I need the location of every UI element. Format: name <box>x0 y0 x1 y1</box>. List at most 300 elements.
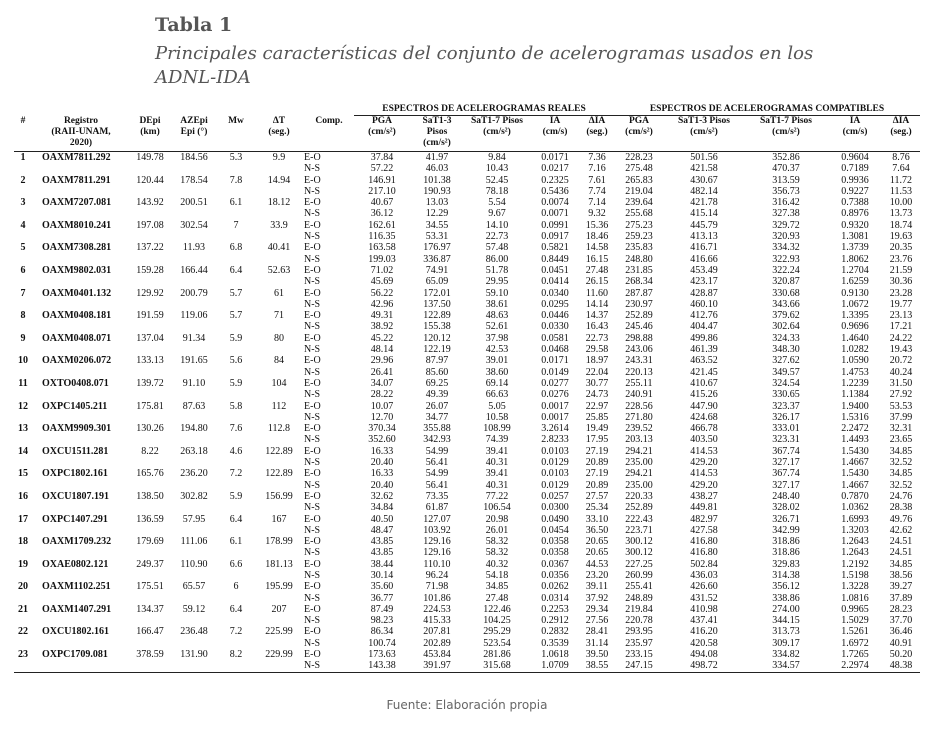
ia-real-cell: 0.0129 <box>541 457 569 469</box>
ia-real-cell: 0.0277 <box>541 377 569 389</box>
registro-cell: OXCU1511.281 <box>42 445 109 457</box>
dia-compat-cell: 40.24 <box>889 366 913 378</box>
dia-real-cell: 22.73 <box>585 332 609 344</box>
azepi-cell <box>170 412 218 423</box>
table-row <box>14 163 920 174</box>
pga-compat-cell: 265.83 <box>625 174 653 186</box>
mw-cell: 5.9 <box>229 377 243 389</box>
sa7-real-cell: 40.32 <box>485 558 509 570</box>
mw-cell <box>218 434 254 445</box>
sa7-compat-cell: 327.62 <box>772 355 800 367</box>
pga-compat-cell: 248.89 <box>625 592 653 604</box>
dia-real-cell: 38.55 <box>580 660 614 672</box>
sa3-real-cell: 355.88 <box>423 423 451 435</box>
ia-real-cell: 0.0917 <box>541 231 569 243</box>
pga-compat-cell: 203.13 <box>625 434 653 446</box>
sa7-real-cell: 66.63 <box>485 389 509 401</box>
table-row <box>14 581 920 592</box>
pga-compat-cell: 231.85 <box>625 264 653 276</box>
azepi-cell: 65.57 <box>182 581 206 593</box>
comp-cell: E-O <box>304 468 321 480</box>
azepi-cell <box>170 344 218 355</box>
row-number: 15 <box>18 468 28 480</box>
mw-cell <box>218 615 254 626</box>
pga-compat-cell: 243.31 <box>625 355 653 367</box>
pga-real-cell: 20.40 <box>370 479 394 491</box>
row-number <box>14 321 32 332</box>
ia-real-cell: 0.5436 <box>541 185 569 197</box>
sa7-real-cell: 5.05 <box>488 400 506 412</box>
table-row <box>14 491 920 502</box>
dia-compat-cell: 20.72 <box>889 355 913 367</box>
comp-cell: E-O <box>304 626 321 638</box>
registro-cell <box>32 208 130 219</box>
comp-cell: E-O <box>304 355 321 367</box>
sa3-compat-cell: 499.86 <box>690 332 718 344</box>
mw-cell: 7.2 <box>229 468 243 480</box>
col-azepi: AZEpi Epi (°) <box>170 116 218 152</box>
registro-cell <box>32 593 130 604</box>
ia-real-cell: 2.8233 <box>541 434 569 446</box>
ia-real-cell: 0.0295 <box>541 298 569 310</box>
sa3-compat-cell: 494.08 <box>690 649 718 661</box>
row-number: 1 <box>20 152 26 163</box>
row-number <box>14 570 32 581</box>
table-row <box>14 514 920 525</box>
dt-cell <box>254 412 304 423</box>
registro-cell: OAXM7811.291 <box>42 174 111 186</box>
table-row <box>14 344 920 355</box>
row-number: 11 <box>18 377 28 389</box>
pga-real-cell: 162.61 <box>368 219 396 231</box>
sa7-real-cell: 51.78 <box>485 264 509 276</box>
table-row <box>14 649 920 660</box>
sa7-compat-cell: 322.24 <box>772 264 800 276</box>
pga-real-cell: 87.49 <box>370 603 394 615</box>
mw-cell: 5.7 <box>229 287 243 299</box>
sa3-real-cell: 56.41 <box>425 479 449 491</box>
mw-cell: 6 <box>233 581 239 593</box>
sa3-real-cell: 46.03 <box>425 163 449 175</box>
dia-real-cell: 20.89 <box>585 479 609 491</box>
azepi-cell <box>170 660 218 672</box>
dia-compat-cell: 13.73 <box>889 208 913 220</box>
pga-real-cell: 45.69 <box>370 276 394 288</box>
dia-compat-cell: 18.74 <box>889 219 913 231</box>
sa7-compat-cell: 320.93 <box>772 231 800 243</box>
row-number <box>14 186 32 197</box>
sa7-real-cell: 122.46 <box>483 603 511 615</box>
sa7-compat-cell: 334.32 <box>772 242 800 254</box>
row-number <box>14 434 32 445</box>
sa3-compat-cell: 410.98 <box>690 603 718 615</box>
col-mw: Mw <box>218 116 254 152</box>
table-title: Tabla 1 <box>155 14 233 36</box>
mw-cell <box>218 525 254 536</box>
row-number <box>14 276 32 287</box>
comp-cell: E-O <box>304 174 321 186</box>
comp-cell: N-S <box>304 298 321 310</box>
dia-compat-cell: 19.77 <box>889 298 913 310</box>
ia-real-cell: 0.2912 <box>541 615 569 627</box>
registro-cell <box>32 457 130 468</box>
sa7-compat-cell: 320.87 <box>772 276 800 288</box>
azepi-cell <box>170 593 218 604</box>
registro-cell <box>32 344 130 355</box>
comp-cell: E-O <box>304 558 321 570</box>
pga-real-cell: 86.34 <box>370 626 394 638</box>
table-row <box>14 333 920 344</box>
sa3-compat-cell: 449.81 <box>690 502 718 514</box>
depi-cell <box>130 367 170 378</box>
depi-cell <box>130 593 170 604</box>
ia-real-cell: 0.2832 <box>541 626 569 638</box>
sa7-real-cell: 58.32 <box>485 536 509 548</box>
ia-real-cell: 0.5821 <box>541 242 569 254</box>
sa7-compat-cell: 333.01 <box>772 423 800 435</box>
azepi-cell: 11.93 <box>182 242 206 254</box>
row-number <box>14 502 32 513</box>
pga-compat-cell: 255.41 <box>625 581 653 593</box>
azepi-cell: 131.90 <box>180 649 208 661</box>
registro-cell: OXCU1802.161 <box>42 626 109 638</box>
ia-real-cell: 0.0314 <box>541 592 569 604</box>
sa7-compat-cell: 324.33 <box>772 332 800 344</box>
ia-compat-cell: 1.2239 <box>841 377 869 389</box>
mw-cell: 7.2 <box>229 626 243 638</box>
depi-cell <box>130 660 170 672</box>
ia-compat-cell: 1.5316 <box>841 411 869 423</box>
sa3-compat-cell: 416.71 <box>690 242 718 254</box>
registro-cell: OXAE0802.121 <box>42 558 109 570</box>
pga-compat-cell: 294.21 <box>625 468 653 480</box>
comp-cell: E-O <box>304 377 321 389</box>
sa7-real-cell: 37.98 <box>485 332 509 344</box>
sa7-real-cell: 58.32 <box>485 547 509 559</box>
table-row <box>14 468 920 479</box>
sa7-real-cell: 14.10 <box>485 219 509 231</box>
dt-cell: 195.99 <box>265 581 293 593</box>
registro-cell: OAXM0408.181 <box>42 310 112 322</box>
table-row <box>14 660 920 672</box>
table-row <box>14 457 920 468</box>
sa3-compat-cell: 424.68 <box>690 411 718 423</box>
table-row <box>14 299 920 310</box>
sa3-real-cell: 54.99 <box>425 468 449 480</box>
table-row <box>14 378 920 389</box>
ia-real-cell: 0.0358 <box>541 547 569 559</box>
sa3-real-cell: 122.19 <box>423 344 451 356</box>
comp-cell: N-S <box>304 253 321 265</box>
sa7-real-cell: 77.22 <box>485 490 509 502</box>
dt-cell: 14.94 <box>267 174 291 186</box>
pga-compat-cell: 222.43 <box>625 513 653 525</box>
sa3-real-cell: 61.87 <box>425 502 449 514</box>
dt-cell: 71 <box>274 310 284 322</box>
registro-cell <box>32 163 130 174</box>
dia-compat-cell: 10.00 <box>889 197 913 209</box>
ia-real-cell: 0.0276 <box>541 389 569 401</box>
sa3-real-cell: 65.09 <box>425 276 449 288</box>
col-pga-real: PGA (cm/s²) <box>354 116 410 152</box>
pga-real-cell: 12.70 <box>370 411 394 423</box>
mw-cell <box>218 231 254 242</box>
dia-real-cell: 23.20 <box>585 569 609 581</box>
pga-real-cell: 49.31 <box>370 310 394 322</box>
col-ia-real: IA (cm/s) <box>530 116 580 152</box>
ia-compat-cell: 1.0672 <box>841 298 869 310</box>
dt-cell <box>254 163 304 174</box>
comp-cell: N-S <box>304 524 321 536</box>
ia-real-cell: 0.2253 <box>541 603 569 615</box>
depi-cell: 149.78 <box>136 152 164 163</box>
ia-real-cell: 0.0171 <box>541 355 569 367</box>
ia-compat-cell: 1.6993 <box>841 513 869 525</box>
ia-real-cell: 1.0709 <box>530 660 580 672</box>
sa7-compat-cell: 326.71 <box>772 513 800 525</box>
table-row <box>14 570 920 581</box>
dt-cell <box>254 231 304 242</box>
azepi-cell: 111.06 <box>180 536 208 548</box>
sa3-real-cell: 87.97 <box>425 355 449 367</box>
comp-cell: N-S <box>304 637 321 649</box>
pga-real-cell: 98.23 <box>370 615 394 627</box>
sa7-real-cell: 54.18 <box>485 569 509 581</box>
registro-cell: OAXM1102.251 <box>42 581 111 593</box>
table-row <box>14 175 920 186</box>
sa7-real-cell: 48.63 <box>485 310 509 322</box>
dt-cell <box>254 389 304 400</box>
dia-compat-cell: 20.35 <box>889 242 913 254</box>
azepi-cell <box>170 525 218 536</box>
dia-compat-cell: 24.51 <box>889 536 913 548</box>
depi-cell: 159.28 <box>136 264 164 276</box>
dia-real-cell: 44.53 <box>585 558 609 570</box>
sa7-compat-cell: 248.40 <box>772 490 800 502</box>
sa3-real-cell: 74.91 <box>425 264 449 276</box>
comp-cell: E-O <box>304 445 321 457</box>
pga-real-cell: 45.22 <box>370 332 394 344</box>
ia-compat-cell: 1.0362 <box>841 502 869 514</box>
depi-cell: 133.13 <box>136 355 164 367</box>
sa3-compat-cell: 423.17 <box>690 276 718 288</box>
col-num: # <box>14 116 32 152</box>
sa7-real-cell: 39.41 <box>485 445 509 457</box>
dia-compat-cell: 30.36 <box>889 276 913 288</box>
dt-cell: 40.41 <box>267 242 291 254</box>
comp-cell: E-O <box>304 581 321 593</box>
azepi-cell: 200.79 <box>180 287 208 299</box>
mw-cell: 6.4 <box>229 264 243 276</box>
table-row <box>14 321 920 332</box>
ia-real-cell: 0.0991 <box>541 219 569 231</box>
ia-real-cell: 0.0129 <box>541 479 569 491</box>
pga-real-cell: 146.91 <box>368 174 396 186</box>
row-number <box>14 389 32 400</box>
sa3-compat-cell: 453.49 <box>690 264 718 276</box>
dia-compat-cell: 11.72 <box>889 174 913 186</box>
col-ia-compat: IA (cm/s) <box>828 116 882 152</box>
pga-compat-cell: 239.64 <box>625 197 653 209</box>
registro-cell <box>32 412 130 423</box>
depi-cell: 166.47 <box>136 626 164 638</box>
ia-compat-cell: 1.4493 <box>841 434 869 446</box>
col-sa3-compat: SaT1-3 Pisos (cm/s²) <box>664 116 744 152</box>
pga-real-cell: 173.63 <box>368 649 396 661</box>
table-row <box>14 276 920 287</box>
dt-cell <box>254 321 304 332</box>
sa7-real-cell: 523.54 <box>483 637 511 649</box>
pga-compat-cell: 227.25 <box>625 558 653 570</box>
sa3-real-cell: 34.55 <box>425 219 449 231</box>
dia-real-cell: 14.37 <box>585 310 609 322</box>
depi-cell <box>130 276 170 287</box>
mw-cell <box>218 186 254 197</box>
sa3-compat-cell: 426.60 <box>690 581 718 593</box>
pga-real-cell: 29.96 <box>370 355 394 367</box>
col-registro: Registro (RAII-UNAM, 2020) <box>32 116 130 152</box>
depi-cell: 8.22 <box>141 445 159 457</box>
pga-real-cell: 16.33 <box>370 445 394 457</box>
depi-cell: 139.72 <box>136 377 164 389</box>
table-row <box>14 389 920 400</box>
azepi-cell <box>170 367 218 378</box>
mw-cell: 6.6 <box>229 558 243 570</box>
ia-compat-cell: 1.3395 <box>841 310 869 322</box>
group-header-compatible: ESPECTROS DE ACELEROGRAMAS COMPATIBLES <box>614 104 920 116</box>
dia-compat-cell: 39.27 <box>889 581 913 593</box>
row-number <box>14 367 32 378</box>
dt-cell: 225.99 <box>265 626 293 638</box>
sa7-real-cell: 29.95 <box>485 276 509 288</box>
depi-cell: 137.22 <box>136 242 164 254</box>
sa3-compat-cell: 416.66 <box>690 253 718 265</box>
azepi-cell <box>170 480 218 491</box>
sa7-compat-cell: 344.15 <box>772 615 800 627</box>
sa3-compat-cell: 466.78 <box>690 423 718 435</box>
table-row <box>14 593 920 604</box>
registro-cell: OXPC1709.081 <box>42 649 108 661</box>
azepi-cell <box>170 231 218 242</box>
sa3-real-cell: 53.31 <box>425 231 449 243</box>
depi-cell <box>130 615 170 626</box>
mw-cell <box>218 367 254 378</box>
row-number <box>14 254 32 265</box>
pga-compat-cell: 271.80 <box>625 411 653 423</box>
sa7-compat-cell: 367.74 <box>772 468 800 480</box>
sa7-compat-cell: 318.86 <box>772 547 800 559</box>
mw-cell <box>218 480 254 491</box>
dt-cell <box>254 344 304 355</box>
table-row <box>14 559 920 570</box>
dia-real-cell: 14.58 <box>585 242 609 254</box>
dia-real-cell: 20.65 <box>585 536 609 548</box>
sa7-real-cell: 27.48 <box>485 592 509 604</box>
ia-real-cell: 0.0356 <box>541 569 569 581</box>
dia-real-cell: 15.36 <box>585 219 609 231</box>
azepi-cell: 119.06 <box>180 310 208 322</box>
depi-cell <box>130 163 170 174</box>
mw-cell: 6.1 <box>229 536 243 548</box>
dia-real-cell: 7.74 <box>588 185 606 197</box>
dia-real-cell: 39.50 <box>585 649 609 661</box>
dia-real-cell: 7.61 <box>588 174 606 186</box>
ia-compat-cell: 0.9227 <box>841 185 869 197</box>
sa7-real-cell: 281.86 <box>483 649 511 661</box>
pga-compat-cell: 235.00 <box>625 479 653 491</box>
sa7-real-cell: 315.68 <box>464 660 530 672</box>
dt-cell: 104 <box>271 377 287 389</box>
ia-compat-cell: 1.4753 <box>841 366 869 378</box>
dt-cell: 122.89 <box>265 445 293 457</box>
sa3-compat-cell: 502.84 <box>690 558 718 570</box>
depi-cell <box>130 321 170 332</box>
mw-cell: 5.6 <box>229 355 243 367</box>
pga-compat-cell: 248.80 <box>625 253 653 265</box>
ia-real-cell: 0.0451 <box>541 264 569 276</box>
dia-compat-cell: 37.89 <box>889 592 913 604</box>
sa3-real-cell: 342.93 <box>423 434 451 446</box>
mw-cell <box>218 412 254 423</box>
ia-compat-cell: 1.9400 <box>841 400 869 412</box>
registro-cell: OAXM1407.291 <box>42 603 112 615</box>
pga-compat-cell: 255.11 <box>625 377 653 389</box>
registro-cell: OAXM0401.132 <box>42 287 112 299</box>
row-number: 2 <box>20 174 26 186</box>
sa3-real-cell: 176.97 <box>423 242 451 254</box>
dt-cell: 80 <box>274 332 284 344</box>
azepi-cell: 263.18 <box>180 445 208 457</box>
dia-real-cell: 29.34 <box>585 603 609 615</box>
pga-compat-cell: 228.23 <box>625 152 653 163</box>
azepi-cell: 166.44 <box>180 264 208 276</box>
sa3-compat-cell: 421.58 <box>690 163 718 175</box>
dia-compat-cell: 17.21 <box>889 321 913 333</box>
dia-real-cell: 27.19 <box>585 468 609 480</box>
dt-cell: 9.9 <box>272 152 286 163</box>
dia-compat-cell: 42.62 <box>889 524 913 536</box>
sa3-real-cell: 71.98 <box>425 581 449 593</box>
sa7-real-cell: 40.31 <box>485 457 509 469</box>
comp-cell: N-S <box>304 569 321 581</box>
pga-compat-cell: 268.34 <box>625 276 653 288</box>
sa7-real-cell: 78.18 <box>485 185 509 197</box>
depi-cell <box>130 502 170 513</box>
pga-real-cell: 352.60 <box>368 434 396 446</box>
ia-compat-cell: 1.5430 <box>841 468 869 480</box>
row-number: 8 <box>20 310 26 322</box>
sa7-compat-cell: 309.17 <box>772 637 800 649</box>
sa3-real-cell: 224.53 <box>423 603 451 615</box>
pga-compat-cell: 220.78 <box>625 615 653 627</box>
pga-compat-cell: 243.06 <box>625 344 653 356</box>
azepi-cell <box>170 299 218 310</box>
dt-cell <box>254 570 304 581</box>
dia-real-cell: 7.16 <box>588 163 606 175</box>
ia-compat-cell: 0.9130 <box>841 287 869 299</box>
azepi-cell <box>170 254 218 265</box>
table-row <box>14 367 920 378</box>
pga-real-cell: 10.07 <box>370 400 394 412</box>
depi-cell <box>130 547 170 558</box>
pga-compat-cell: 230.97 <box>625 298 653 310</box>
ia-compat-cell: 1.0590 <box>841 355 869 367</box>
ia-compat-cell: 1.5029 <box>841 615 869 627</box>
ia-real-cell: 0.0490 <box>541 513 569 525</box>
sa3-real-cell: 85.60 <box>425 366 449 378</box>
comp-cell: N-S <box>304 479 321 491</box>
azepi-cell <box>170 502 218 513</box>
